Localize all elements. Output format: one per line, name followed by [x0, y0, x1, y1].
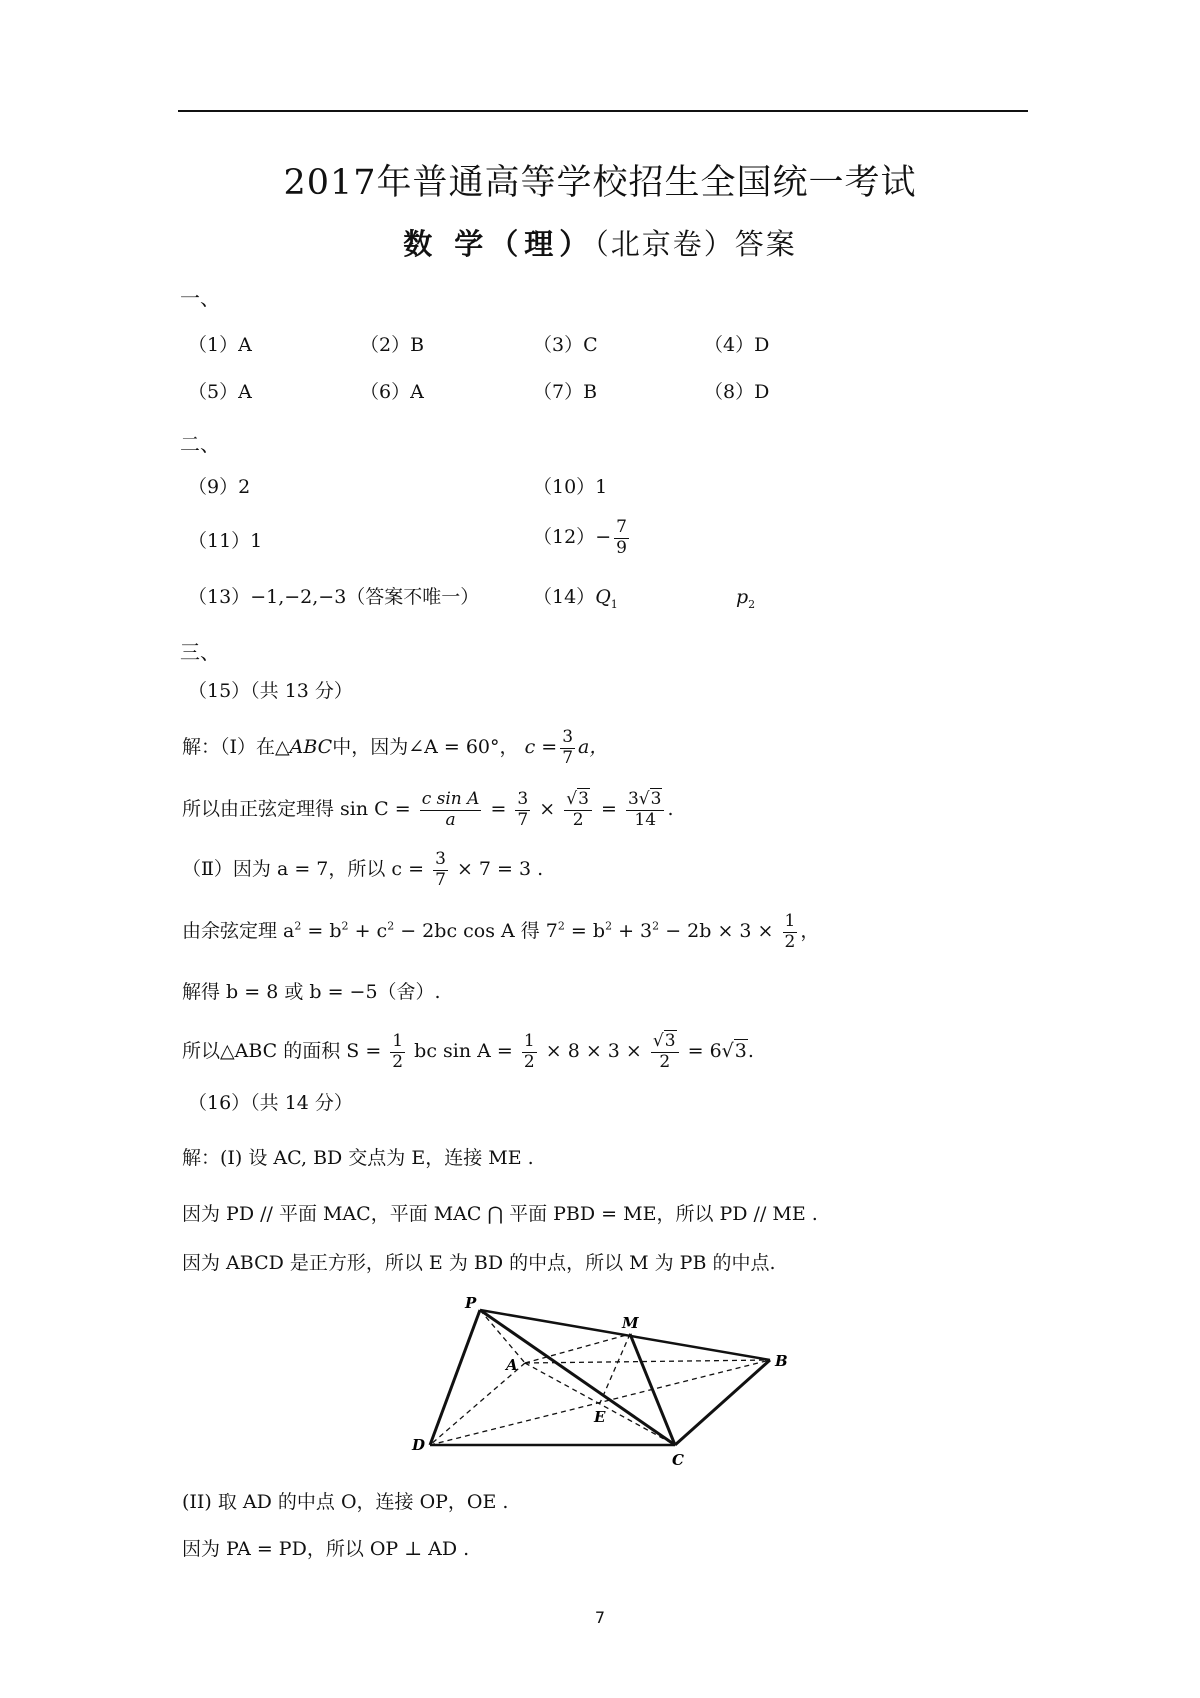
- p15-l3-denominator: 7: [435, 869, 446, 890]
- answer-12-fraction: [614, 518, 629, 558]
- p15-l1-denominator: 7: [562, 747, 574, 768]
- p15-l6-b: bc sin A =: [414, 1040, 513, 1063]
- p15-l2-eq: =: [490, 798, 507, 821]
- p16-line-3: 因为 ABCD 是正方形，所以 E 为 BD 的中点，所以 M 为 PB 的中点.: [182, 1252, 776, 1274]
- p15-l2-f3-den: 2: [572, 809, 584, 830]
- header-rule: [178, 110, 1028, 112]
- p15-l2-end: .: [667, 798, 674, 821]
- p15-l6-d: = 6: [687, 1040, 722, 1063]
- p15-l2-fraction-3: [564, 790, 592, 830]
- p15-l4-e: = b: [564, 920, 606, 943]
- edge-cb: [675, 1360, 770, 1445]
- answer-11: （11）1: [188, 530, 263, 552]
- exam-title: 2017年普通高等学校招生全国统一考试: [283, 163, 917, 203]
- p15-l6-f2-num: 1: [523, 1031, 535, 1051]
- p15-l4-c: + c: [348, 920, 388, 943]
- problem-15-header: （15）（共 13 分）: [188, 680, 353, 702]
- p15-l6-f1-num: 1: [392, 1031, 404, 1051]
- answer-14-b-subscript: 2: [748, 597, 756, 611]
- p15-l1-d: c =: [524, 736, 558, 759]
- answer-1: （1）A: [188, 334, 252, 356]
- p15-l4-denominator: 2: [784, 931, 796, 952]
- exam-subtitle: [0, 222, 1200, 263]
- p15-l1-b: ABC: [289, 736, 333, 759]
- p15-l2-f4-num-b: 3: [650, 789, 662, 809]
- edge-ac: [525, 1363, 675, 1445]
- p15-l2-fraction-2: [515, 790, 530, 830]
- answer-7: （7）B: [533, 381, 598, 403]
- pyramid-figure: [410, 1290, 810, 1470]
- section-3-label: 三、: [180, 640, 220, 664]
- p15-l2-f1-den: a: [445, 809, 456, 830]
- answer-8: （8）D: [704, 381, 770, 403]
- p15-l4-sq-4: 2: [557, 919, 565, 933]
- label-m: M: [622, 1314, 639, 1332]
- label-a: A: [506, 1356, 518, 1374]
- p15-l2-times: ×: [539, 798, 556, 821]
- p15-l4-end: ，: [800, 920, 820, 943]
- answer-13-label: （13）: [188, 586, 251, 608]
- p16-line-2: 因为 PD // 平面 MAC，平面 MAC ⋂ 平面 PBD = ME，所以 PD // ME .: [182, 1203, 818, 1225]
- p15-l4-numerator: 1: [784, 911, 796, 931]
- answer-6: （6）A: [360, 381, 424, 403]
- p15-line-4: [182, 912, 819, 952]
- edge-pd: [430, 1310, 480, 1445]
- label-p: P: [465, 1294, 477, 1312]
- p15-l3-b: × 7 = 3 .: [456, 858, 544, 881]
- answer-12-sign: −: [595, 526, 612, 549]
- p15-l4-d: − 2bc cos A 得 7: [394, 920, 558, 943]
- edge-me: [600, 1334, 630, 1403]
- p15-l6-f3-num: 3: [664, 1031, 676, 1051]
- p15-l6-f3-den: 2: [659, 1051, 671, 1072]
- answer-13-value: −1,−2,−3: [250, 586, 347, 608]
- p15-l3-numerator: 3: [435, 849, 446, 869]
- answer-10: （10）1: [533, 476, 608, 498]
- p15-l1-c: 中，因为∠A = 60°，: [332, 736, 519, 759]
- p15-l6-a: 所以△ABC 的面积 S =: [182, 1040, 382, 1063]
- p15-l2-f4-num-wrap: 3√3: [626, 790, 665, 811]
- p15-l2-f4-den: 14: [634, 809, 657, 830]
- answer-14-label: （14）: [533, 586, 596, 608]
- answer-12-numerator: 7: [616, 517, 627, 537]
- p15-l6-end: .: [747, 1040, 754, 1063]
- p15-line-3: [182, 850, 543, 890]
- answer-14-a-subscript: 1: [610, 597, 618, 611]
- p15-l4-sq-5: 2: [605, 919, 613, 933]
- p15-l6-c: × 8 × 3 ×: [545, 1040, 642, 1063]
- answer-13-note: （答案不唯一）: [346, 586, 480, 608]
- subtitle-subject: 数 学（理）: [403, 227, 595, 261]
- p15-l3-a: （Ⅱ）因为 a = 7，所以 c =: [182, 858, 425, 881]
- p16-line-5: 因为 PA = PD，所以 OP ⊥ AD .: [182, 1538, 470, 1560]
- page-number: 7: [594, 1608, 606, 1627]
- p15-l4-b: = b: [301, 920, 342, 943]
- p15-line-5: 解得 b = 8 或 b = −5（舍）.: [182, 981, 441, 1003]
- answer-14-a: Q: [595, 586, 611, 608]
- p15-line-2: [182, 790, 674, 830]
- answer-14-b: p: [736, 586, 749, 608]
- p15-l6-fraction-1: [390, 1032, 405, 1072]
- edge-am: [525, 1334, 630, 1363]
- answer-12: [533, 518, 632, 558]
- p15-l2-a: 所以由正弦定理得 sin C =: [182, 798, 411, 821]
- label-e: E: [594, 1408, 606, 1426]
- p15-l4-sq-3: 2: [387, 919, 395, 933]
- answer-9: （9）2: [188, 476, 251, 498]
- p15-l2-f1-num: c sin A: [421, 789, 480, 809]
- p15-l3-fraction: [433, 850, 448, 890]
- answer-12-denominator: 9: [616, 537, 627, 558]
- p15-l2-f2-den: 7: [517, 809, 529, 830]
- p15-l4-fraction: [783, 912, 798, 952]
- p15-l2-fraction-1: [420, 790, 482, 830]
- answer-14-b-wrap: [736, 588, 755, 610]
- p15-l4-a: 由余弦定理 a: [182, 920, 295, 943]
- answer-13: [188, 588, 479, 607]
- p16-line-4: (II) 取 AD 的中点 O，连接 OP，OE .: [182, 1491, 509, 1513]
- p15-l6-fraction-2: [522, 1032, 537, 1072]
- p15-l2-fraction-4: [626, 790, 665, 830]
- p15-l6-e: 3: [734, 1040, 747, 1063]
- p15-l6-fraction-3: [651, 1032, 679, 1072]
- p15-l1-fraction: [560, 728, 575, 768]
- p15-l4-f: + 3: [612, 920, 653, 943]
- answer-2: （2）B: [360, 334, 425, 356]
- answer-3: （3）C: [533, 334, 598, 356]
- p16-line-1: 解：(I) 设 AC, BD 交点为 E，连接 ME .: [182, 1147, 534, 1169]
- p15-line-1: [182, 728, 608, 768]
- p15-l2-f2-num: 3: [517, 789, 529, 809]
- label-b: B: [775, 1352, 788, 1370]
- p15-l4-sq-2: 2: [341, 919, 349, 933]
- p15-l4-sq-1: 2: [294, 919, 302, 933]
- p15-l2-f4-num-a: 3: [627, 789, 639, 809]
- edge-ab: [525, 1360, 770, 1363]
- section-1-label: 一、: [180, 286, 220, 310]
- p15-l1-numerator: 3: [562, 727, 574, 747]
- answer-14: [533, 588, 618, 610]
- p15-line-6: 所以△ABC 的面积 S = $\frac{1}{2}$ bc sin A = $\frac{1}{2}$ × 8 × 3 × $\frac{√3}{2}$ = 6√3.: [182, 1031, 754, 1072]
- answer-12-label: （12）: [533, 526, 596, 549]
- section-2-label: 二、: [180, 432, 220, 456]
- problem-16-header: （16）（共 14 分）: [188, 1092, 353, 1114]
- p15-l6-f2-den: 2: [523, 1051, 535, 1072]
- p15-l2-f3-num: 3: [578, 789, 589, 809]
- label-d: D: [412, 1436, 426, 1454]
- label-c: C: [672, 1451, 684, 1469]
- p15-l2-f3-num-wrap: √3: [564, 790, 592, 811]
- subtitle-region: （北京卷）答案: [594, 227, 797, 261]
- p15-l4-g: − 2b × 3 ×: [659, 920, 774, 943]
- p15-l4-sq-6: 2: [652, 919, 660, 933]
- answer-5: （5）A: [188, 381, 252, 403]
- p15-l1-a: 解：（Ⅰ）在△: [182, 736, 290, 759]
- p15-l1-e: a，: [578, 736, 609, 759]
- p15-l2-eq2: =: [600, 798, 617, 821]
- p15-l6-f3-num-wrap: √3: [651, 1032, 679, 1053]
- answer-4: （4）D: [704, 334, 770, 356]
- p15-l6-f1-den: 2: [392, 1051, 404, 1072]
